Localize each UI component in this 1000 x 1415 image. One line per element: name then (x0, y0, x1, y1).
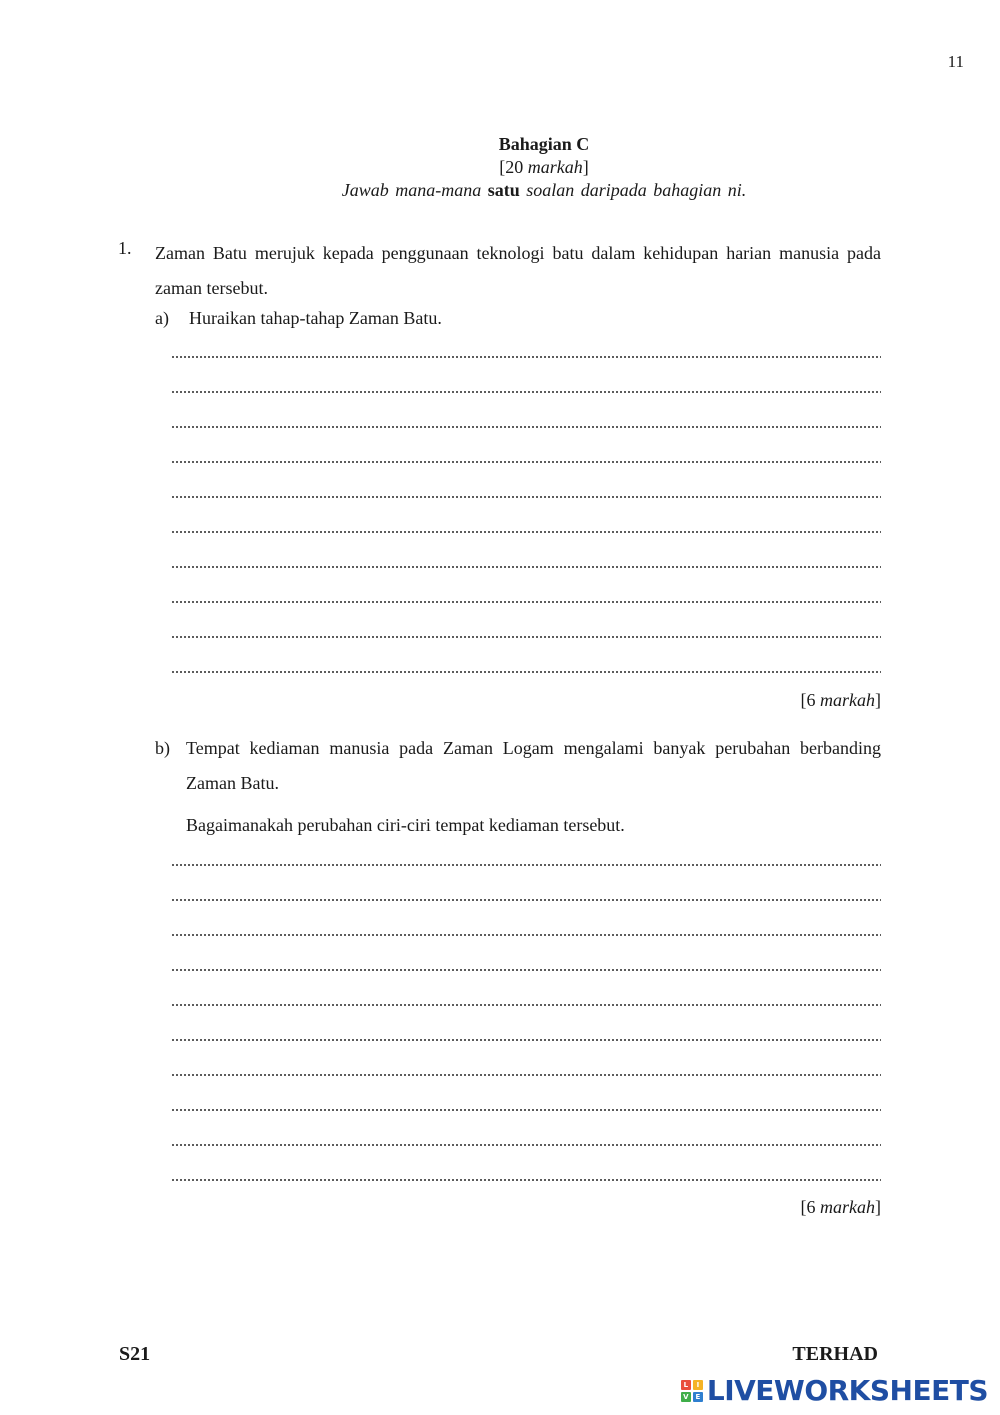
answer-line-b-5[interactable] (171, 1004, 881, 1006)
part-a-text: Huraikan tahap-tahap Zaman Batu. (189, 308, 442, 328)
logo-tile-i: I (693, 1380, 703, 1390)
logo-tile-l: L (681, 1380, 691, 1390)
part-a-marks-open: [6 (800, 690, 820, 710)
answer-line-b-1[interactable] (171, 864, 881, 866)
part-b-label: b) (155, 738, 170, 758)
instruction-bold: satu (487, 180, 520, 200)
page-number: 11 (947, 52, 964, 71)
answer-line-b-2[interactable] (171, 899, 881, 901)
answer-line-a-6[interactable] (171, 531, 881, 533)
part-a-marks-word: markah (820, 690, 875, 710)
answer-line-a-5[interactable] (171, 496, 881, 498)
part-b-marks-word: markah (820, 1197, 875, 1217)
answer-line-a-9[interactable] (171, 636, 881, 638)
section-header (0, 133, 1000, 202)
answer-line-b-3[interactable] (171, 934, 881, 936)
instruction-part-a: Jawab mana-mana (341, 180, 488, 200)
section-marks-close: ] (582, 157, 589, 177)
answer-line-a-3[interactable] (171, 426, 881, 428)
section-instruction (0, 179, 1000, 202)
answer-line-a-1[interactable] (171, 356, 881, 358)
section-marks-word: markah (527, 157, 583, 177)
part-a-label: a) (155, 308, 169, 328)
part-b-prompt: Bagaimanakah perubahan ciri-ciri tempat kediaman tersebut. (186, 815, 625, 835)
section-marks (0, 156, 1000, 179)
question-stem: Zaman Batu merujuk kepada penggunaan teknologi batu dalam kehidupan harian manusia pada zaman tersebut. (155, 243, 881, 298)
question-number: 1. (118, 238, 132, 258)
answer-line-b-8[interactable] (171, 1109, 881, 1111)
answer-line-a-10[interactable] (171, 671, 881, 673)
part-b-marks-close: ] (875, 1197, 881, 1217)
liveworksheets-logo-icon (681, 1380, 703, 1402)
answer-line-a-7[interactable] (171, 566, 881, 568)
part-b-marks-open: [6 (800, 1197, 820, 1217)
answer-line-a-8[interactable] (171, 601, 881, 603)
answer-line-b-6[interactable] (171, 1039, 881, 1041)
answer-line-a-4[interactable] (171, 461, 881, 463)
answer-line-a-2[interactable] (171, 391, 881, 393)
liveworksheets-brand[interactable] (681, 1374, 988, 1407)
liveworksheets-wordmark: LIVEWORKSHEETS (706, 1374, 988, 1407)
section-title: Bahagian C (498, 134, 590, 154)
answer-line-b-10[interactable] (171, 1179, 881, 1181)
part-a-marks (801, 690, 882, 711)
logo-tile-v: V (681, 1392, 691, 1402)
answer-line-b-9[interactable] (171, 1144, 881, 1146)
part-b-text: Tempat kediaman manusia pada Zaman Logam mengalami banyak perubahan berbanding Zaman Batu. (186, 738, 881, 793)
section-marks-open: [20 (499, 157, 528, 177)
logo-tile-e: E (693, 1392, 703, 1402)
instruction-part-b: soalan daripada bahagian ni. (519, 180, 747, 200)
footer-code: S21 (119, 1343, 151, 1365)
footer-classification: TERHAD (792, 1343, 878, 1365)
part-b-marks (801, 1197, 882, 1218)
answer-line-b-4[interactable] (171, 969, 881, 971)
part-a-marks-close: ] (875, 690, 881, 710)
answer-line-b-7[interactable] (171, 1074, 881, 1076)
